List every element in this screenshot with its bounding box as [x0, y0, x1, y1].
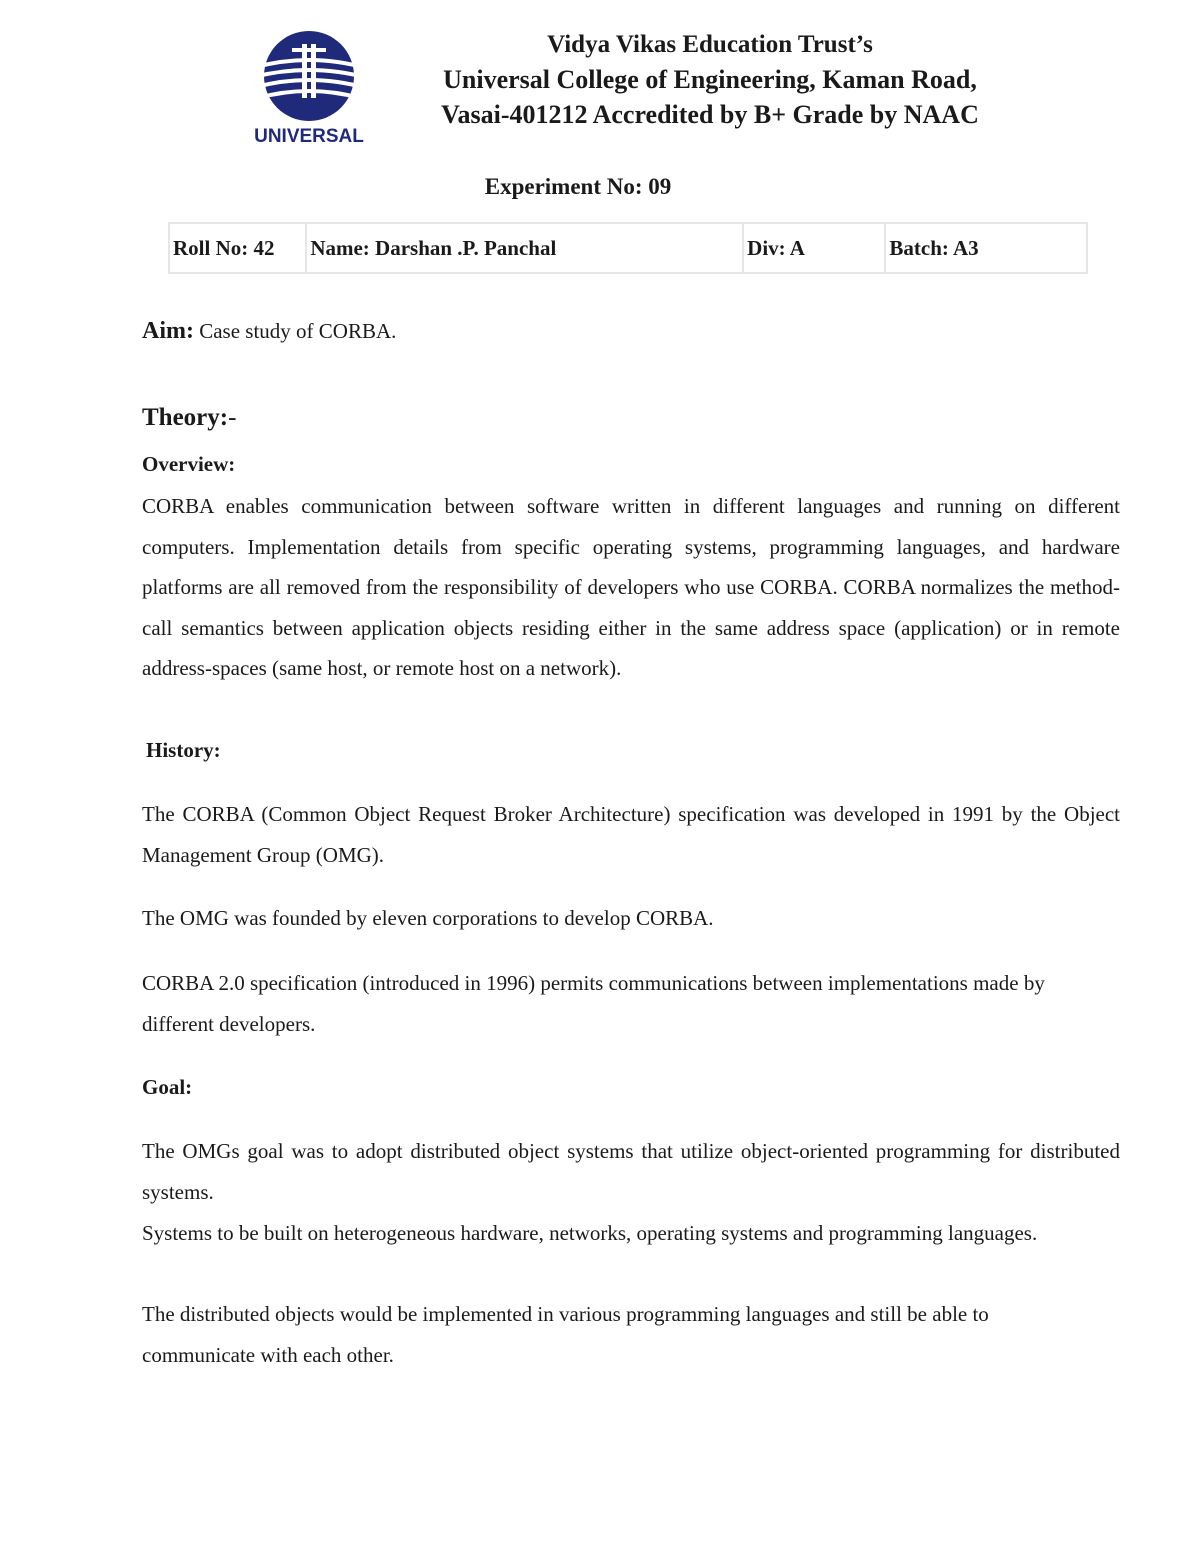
experiment-title: Experiment No: 09 [484, 174, 672, 199]
logo-text: UNIVERSAL [254, 126, 364, 147]
table-row [169, 223, 1087, 273]
history-paragraph-1: The CORBA (Common Object Request Broker Architecture) specification was developed in 1991 by the Object Management Group (OMG). [142, 802, 1120, 867]
aim-line [142, 318, 396, 345]
batch-cell: Batch: A3 [885, 223, 1087, 273]
theory-heading [142, 404, 236, 432]
goal-paragraph-2: Systems to be built on heterogeneous hardware, networks, operating systems and programming languages. [142, 1221, 1038, 1245]
college-accreditation: Vasai-401212 Accredited by B+ Grade by NAAC [441, 100, 979, 129]
student-info-table [168, 222, 1088, 274]
goal-paragraph-3: The distributed objects would be implemented in various programming languages and still be able to communicate with each other. [142, 1302, 989, 1367]
aim-text: Case study of CORBA. [199, 319, 397, 343]
goal-heading: Goal: [142, 1075, 193, 1099]
goal-paragraph-1: The OMGs goal was to adopt distributed object systems that utilize object-oriented programming for distributed systems. [142, 1139, 1120, 1204]
trust-name: Vidya Vikas Education Trust’s [547, 31, 873, 58]
college-header [400, 28, 1020, 132]
college-name: Universal College of Engineering, Kaman Road, [443, 65, 977, 94]
theory-label: Theory: [142, 404, 229, 431]
theory-dash: - [228, 404, 237, 431]
roll-number-cell: Roll No: 42 [169, 223, 306, 273]
student-name-cell: Name: Darshan .P. Panchal [306, 223, 743, 273]
division-cell: Div: A [743, 223, 885, 273]
overview-paragraph: CORBA enables communication between software written in different languages and running on different computers. Implementation details from specific operating systems, programming languages, and hardware platforms are all removed from the responsibility of developers who use CORBA. CORBA normalizes the method-call semantics between application objects residing either in the same address space (application) or in remote address-spaces (same host, or remote host on a network). [142, 494, 1120, 680]
history-paragraph-3: CORBA 2.0 specification (introduced in 1996) permits communications between implementations made by different developers. [142, 971, 1045, 1036]
college-logo [248, 30, 370, 150]
universal-logo-icon [248, 30, 370, 150]
overview-heading: Overview: [142, 452, 236, 476]
aim-label: Aim: [142, 318, 194, 344]
history-paragraph-2: The OMG was founded by eleven corporations to develop CORBA. [142, 906, 714, 930]
history-heading: History: [146, 738, 221, 762]
